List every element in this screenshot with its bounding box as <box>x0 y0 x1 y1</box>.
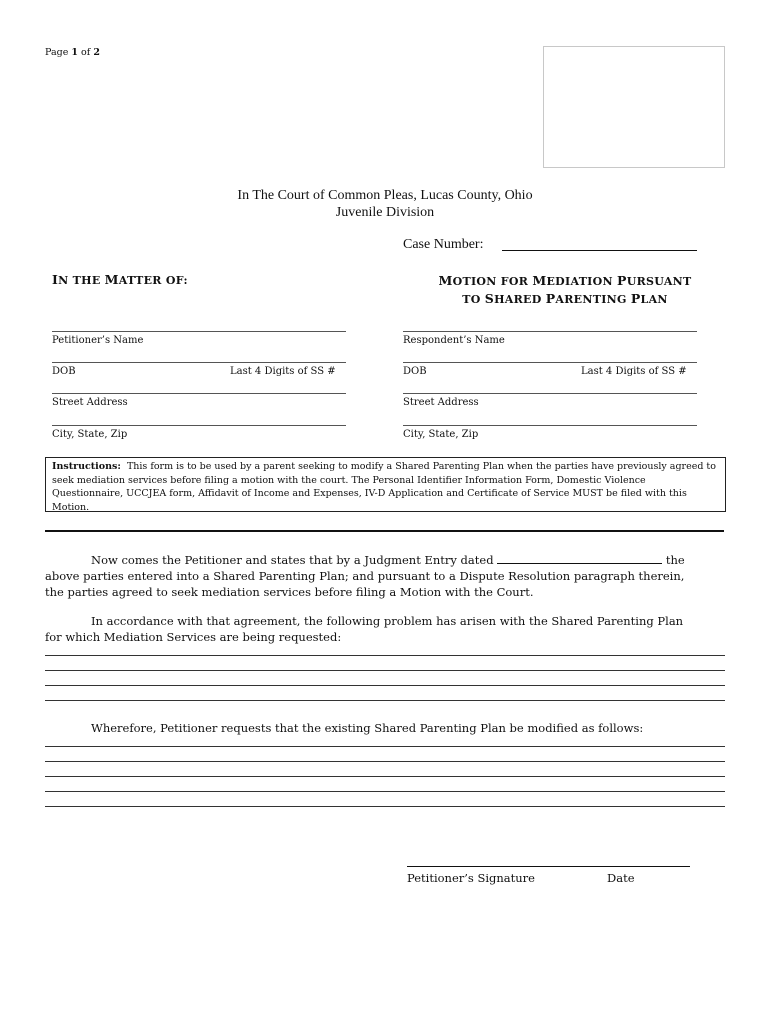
petitioner-name-field[interactable] <box>52 331 346 332</box>
in-the-matter-of-heading <box>52 272 188 287</box>
modification-line[interactable] <box>45 746 725 747</box>
court-division: Juvenile Division <box>335 205 435 220</box>
respondent-city-field[interactable] <box>403 425 697 426</box>
petitioner-name-label: Petitioner’s Name <box>52 335 144 346</box>
p3-text: Wherefore, Petitioner requests that the existing Shared Parenting Plan be modified as follows: <box>91 721 644 735</box>
matter-cap-m: M <box>104 272 119 287</box>
page-total: 2 <box>93 47 100 58</box>
modification-line[interactable] <box>45 761 725 762</box>
signature-label: Petitioner’s Signature <box>407 871 535 885</box>
motion-l1-e: P <box>617 273 627 288</box>
motion-l2-c: HARED <box>494 293 542 306</box>
modification-line[interactable] <box>45 791 725 792</box>
motion-l2-f: P <box>630 291 641 306</box>
instructions-text: This form is to be used by a parent seeking to modify a Shared Parenting Plan when the parties have previously agreed to seek mediation services before filing a motion with the court. The Personal Identifier Information Form, Domestic Violence Questionnaire, UCCJEA form, Affidavit of Income and Expenses, IV-D Application and Certificate of Service MUST be filed with this Motion. <box>52 461 716 513</box>
p1-after: the <box>665 553 685 567</box>
court-name: In The Court of Common Pleas, Lucas County, Ohio <box>237 188 533 203</box>
date-label: Date <box>607 871 635 885</box>
petitioner-street-label: Street Address <box>52 397 128 408</box>
motion-l1-b: OTION FOR <box>452 275 529 288</box>
motion-title <box>400 272 730 308</box>
petitioner-city-field[interactable] <box>52 425 346 426</box>
page-of: of <box>81 47 91 58</box>
motion-l2-e: ARENTING <box>555 293 627 306</box>
matter-rest1: N THE <box>58 274 101 287</box>
petitioner-dob-label: DOB <box>52 366 76 377</box>
motion-l2-d: P <box>545 291 556 306</box>
respondent-name-field[interactable] <box>403 331 697 332</box>
paragraph-judgment-entry <box>45 552 725 600</box>
p1-start: Now comes the Petitioner and states that by a Judgment Entry dated <box>91 553 494 567</box>
motion-title-line2 <box>400 290 730 308</box>
motion-l2-a: TO <box>462 293 481 306</box>
section-divider <box>45 530 724 532</box>
instructions-label: Instructions: <box>52 461 121 472</box>
problem-line[interactable] <box>45 685 725 686</box>
case-number-field[interactable] <box>502 250 697 251</box>
petitioner-dob-ss-field[interactable] <box>52 362 346 363</box>
petitioner-ss-label: Last 4 Digits of SS # <box>230 366 336 377</box>
modification-line[interactable] <box>45 776 725 777</box>
motion-l1-d: EDIATION <box>546 275 613 288</box>
problem-line[interactable] <box>45 670 725 671</box>
court-heading <box>0 187 770 221</box>
petitioner-city-label: City, State, Zip <box>52 429 128 440</box>
page-prefix: Page <box>45 47 69 58</box>
motion-title-line1 <box>400 272 730 290</box>
respondent-dob-ss-field[interactable] <box>403 362 697 363</box>
respondent-ss-label: Last 4 Digits of SS # <box>581 366 687 377</box>
motion-l1-a: M <box>438 273 453 288</box>
signature-field[interactable] <box>407 866 690 867</box>
instructions-box <box>45 457 726 512</box>
respondent-street-field[interactable] <box>403 393 697 394</box>
respondent-dob-label: DOB <box>403 366 427 377</box>
judgment-entry-date-field[interactable] <box>497 553 662 564</box>
motion-l1-c: M <box>532 273 547 288</box>
problem-line[interactable] <box>45 700 725 701</box>
respondent-street-label: Street Address <box>403 397 479 408</box>
motion-l2-g: LAN <box>640 293 668 306</box>
petitioner-street-field[interactable] <box>52 393 346 394</box>
case-number-label: Case Number: <box>403 237 484 252</box>
p1-line2: above parties entered into a Shared Parenting Plan; and pursuant to a Dispute Resolution paragraph therein, <box>45 569 685 583</box>
page-current: 1 <box>71 47 78 58</box>
paragraph-problem <box>45 613 725 645</box>
page-number <box>45 47 100 58</box>
respondent-name-label: Respondent’s Name <box>403 335 505 346</box>
respondent-city-label: City, State, Zip <box>403 429 479 440</box>
motion-l2-b: S <box>484 291 495 306</box>
clerk-stamp-box <box>543 46 725 168</box>
p1-line3: the parties agreed to seek mediation services before filing a Motion with the Court. <box>45 585 534 599</box>
matter-rest2: ATTER OF: <box>118 274 188 287</box>
problem-line[interactable] <box>45 655 725 656</box>
paragraph-wherefore <box>45 720 725 736</box>
motion-l1-f: URSUANT <box>626 275 692 288</box>
matter-cap-i: I <box>52 272 59 287</box>
modification-line[interactable] <box>45 806 725 807</box>
p2-line2: for which Mediation Services are being requested: <box>45 630 342 644</box>
p2-line1: In accordance with that agreement, the following problem has arisen with the Shared Parenting Plan <box>91 614 684 628</box>
